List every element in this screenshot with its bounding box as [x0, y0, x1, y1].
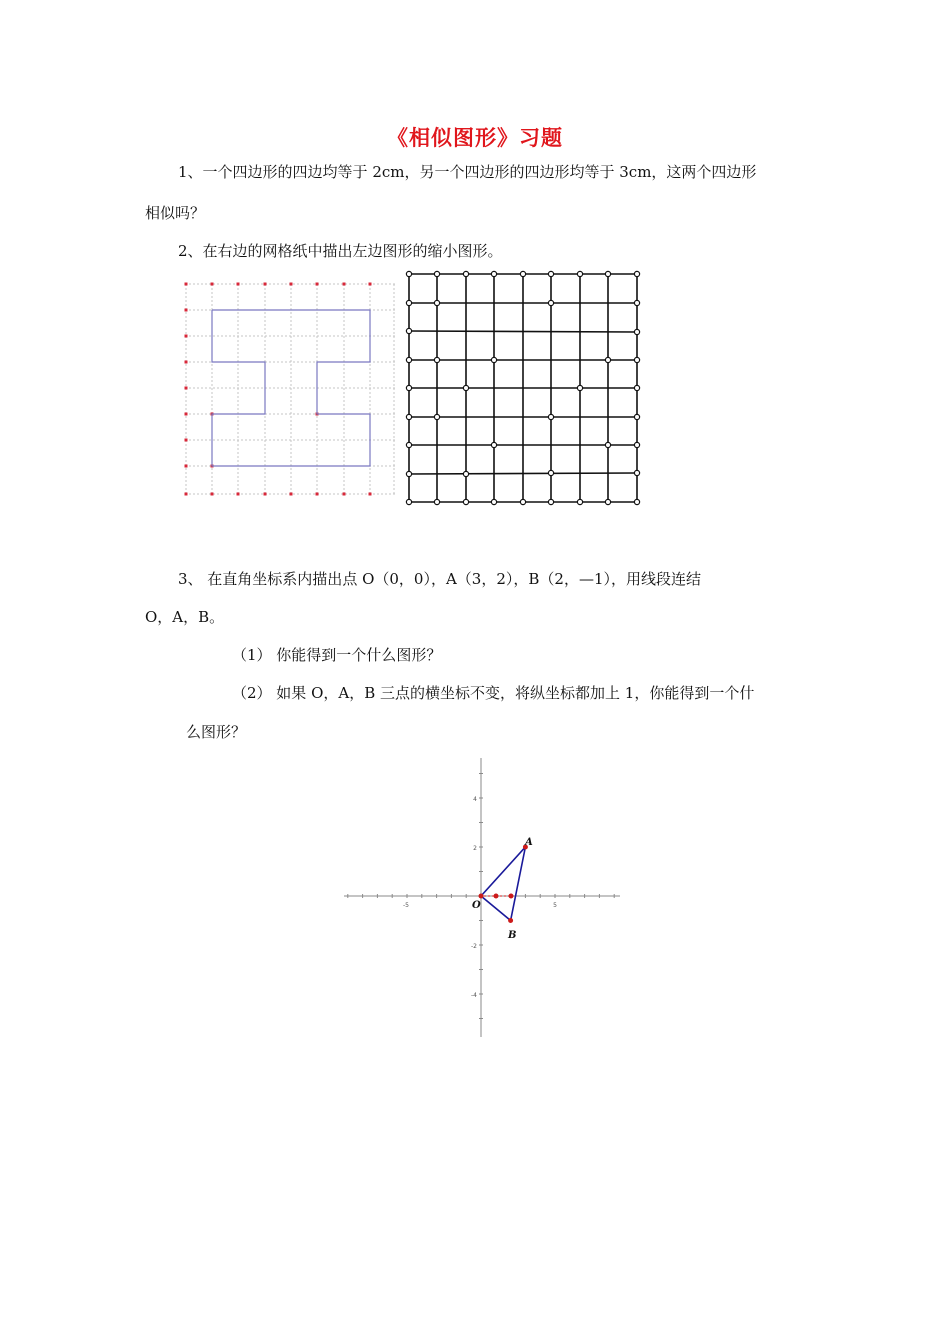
point-label-b: B	[508, 930, 517, 941]
point-label-o: O	[472, 900, 481, 911]
point-o	[479, 894, 484, 899]
blank-grid-paper	[404, 268, 644, 510]
y-tick-label: -2	[471, 943, 477, 950]
coordinate-plane	[340, 755, 625, 1040]
point-b	[508, 918, 513, 923]
y-tick-label: 4	[473, 796, 477, 803]
question-3-sub-2-line-1: （2） 如果 O，A，B 三点的横坐标不变，将纵坐标都加上 1，你能得到一个什	[232, 684, 755, 702]
point-label-a: A	[525, 837, 533, 848]
question-1-line-1: 1、一个四边形的四边均等于 2cm，另一个四边形的四边形均等于 3cm，这两个四边形	[178, 163, 757, 181]
question-3-sub-1: （1） 你能得到一个什么图形？	[232, 646, 442, 664]
question-1-line-2: 相似吗？	[145, 204, 206, 222]
y-tick-label: 2	[473, 845, 477, 852]
question-3-line-1: 3、 在直角坐标系内描出点 O（0，0），A（3，2），B（2，—1），用线段连结	[178, 570, 701, 588]
original-figure-grid	[180, 278, 400, 500]
triangle-oab	[481, 847, 525, 921]
x-tick-label: -5	[403, 902, 409, 909]
question-3-line-2: O，A，B。	[145, 608, 225, 626]
question-3-sub-2-line-2: 么图形？	[186, 723, 247, 741]
page-title: 《相似图形》习题	[387, 126, 563, 150]
x-tick-label: 5	[553, 902, 557, 909]
y-tick-label: -4	[471, 992, 477, 999]
question-2-text: 2、在右边的网格纸中描出左边图形的缩小图形。	[178, 242, 503, 260]
